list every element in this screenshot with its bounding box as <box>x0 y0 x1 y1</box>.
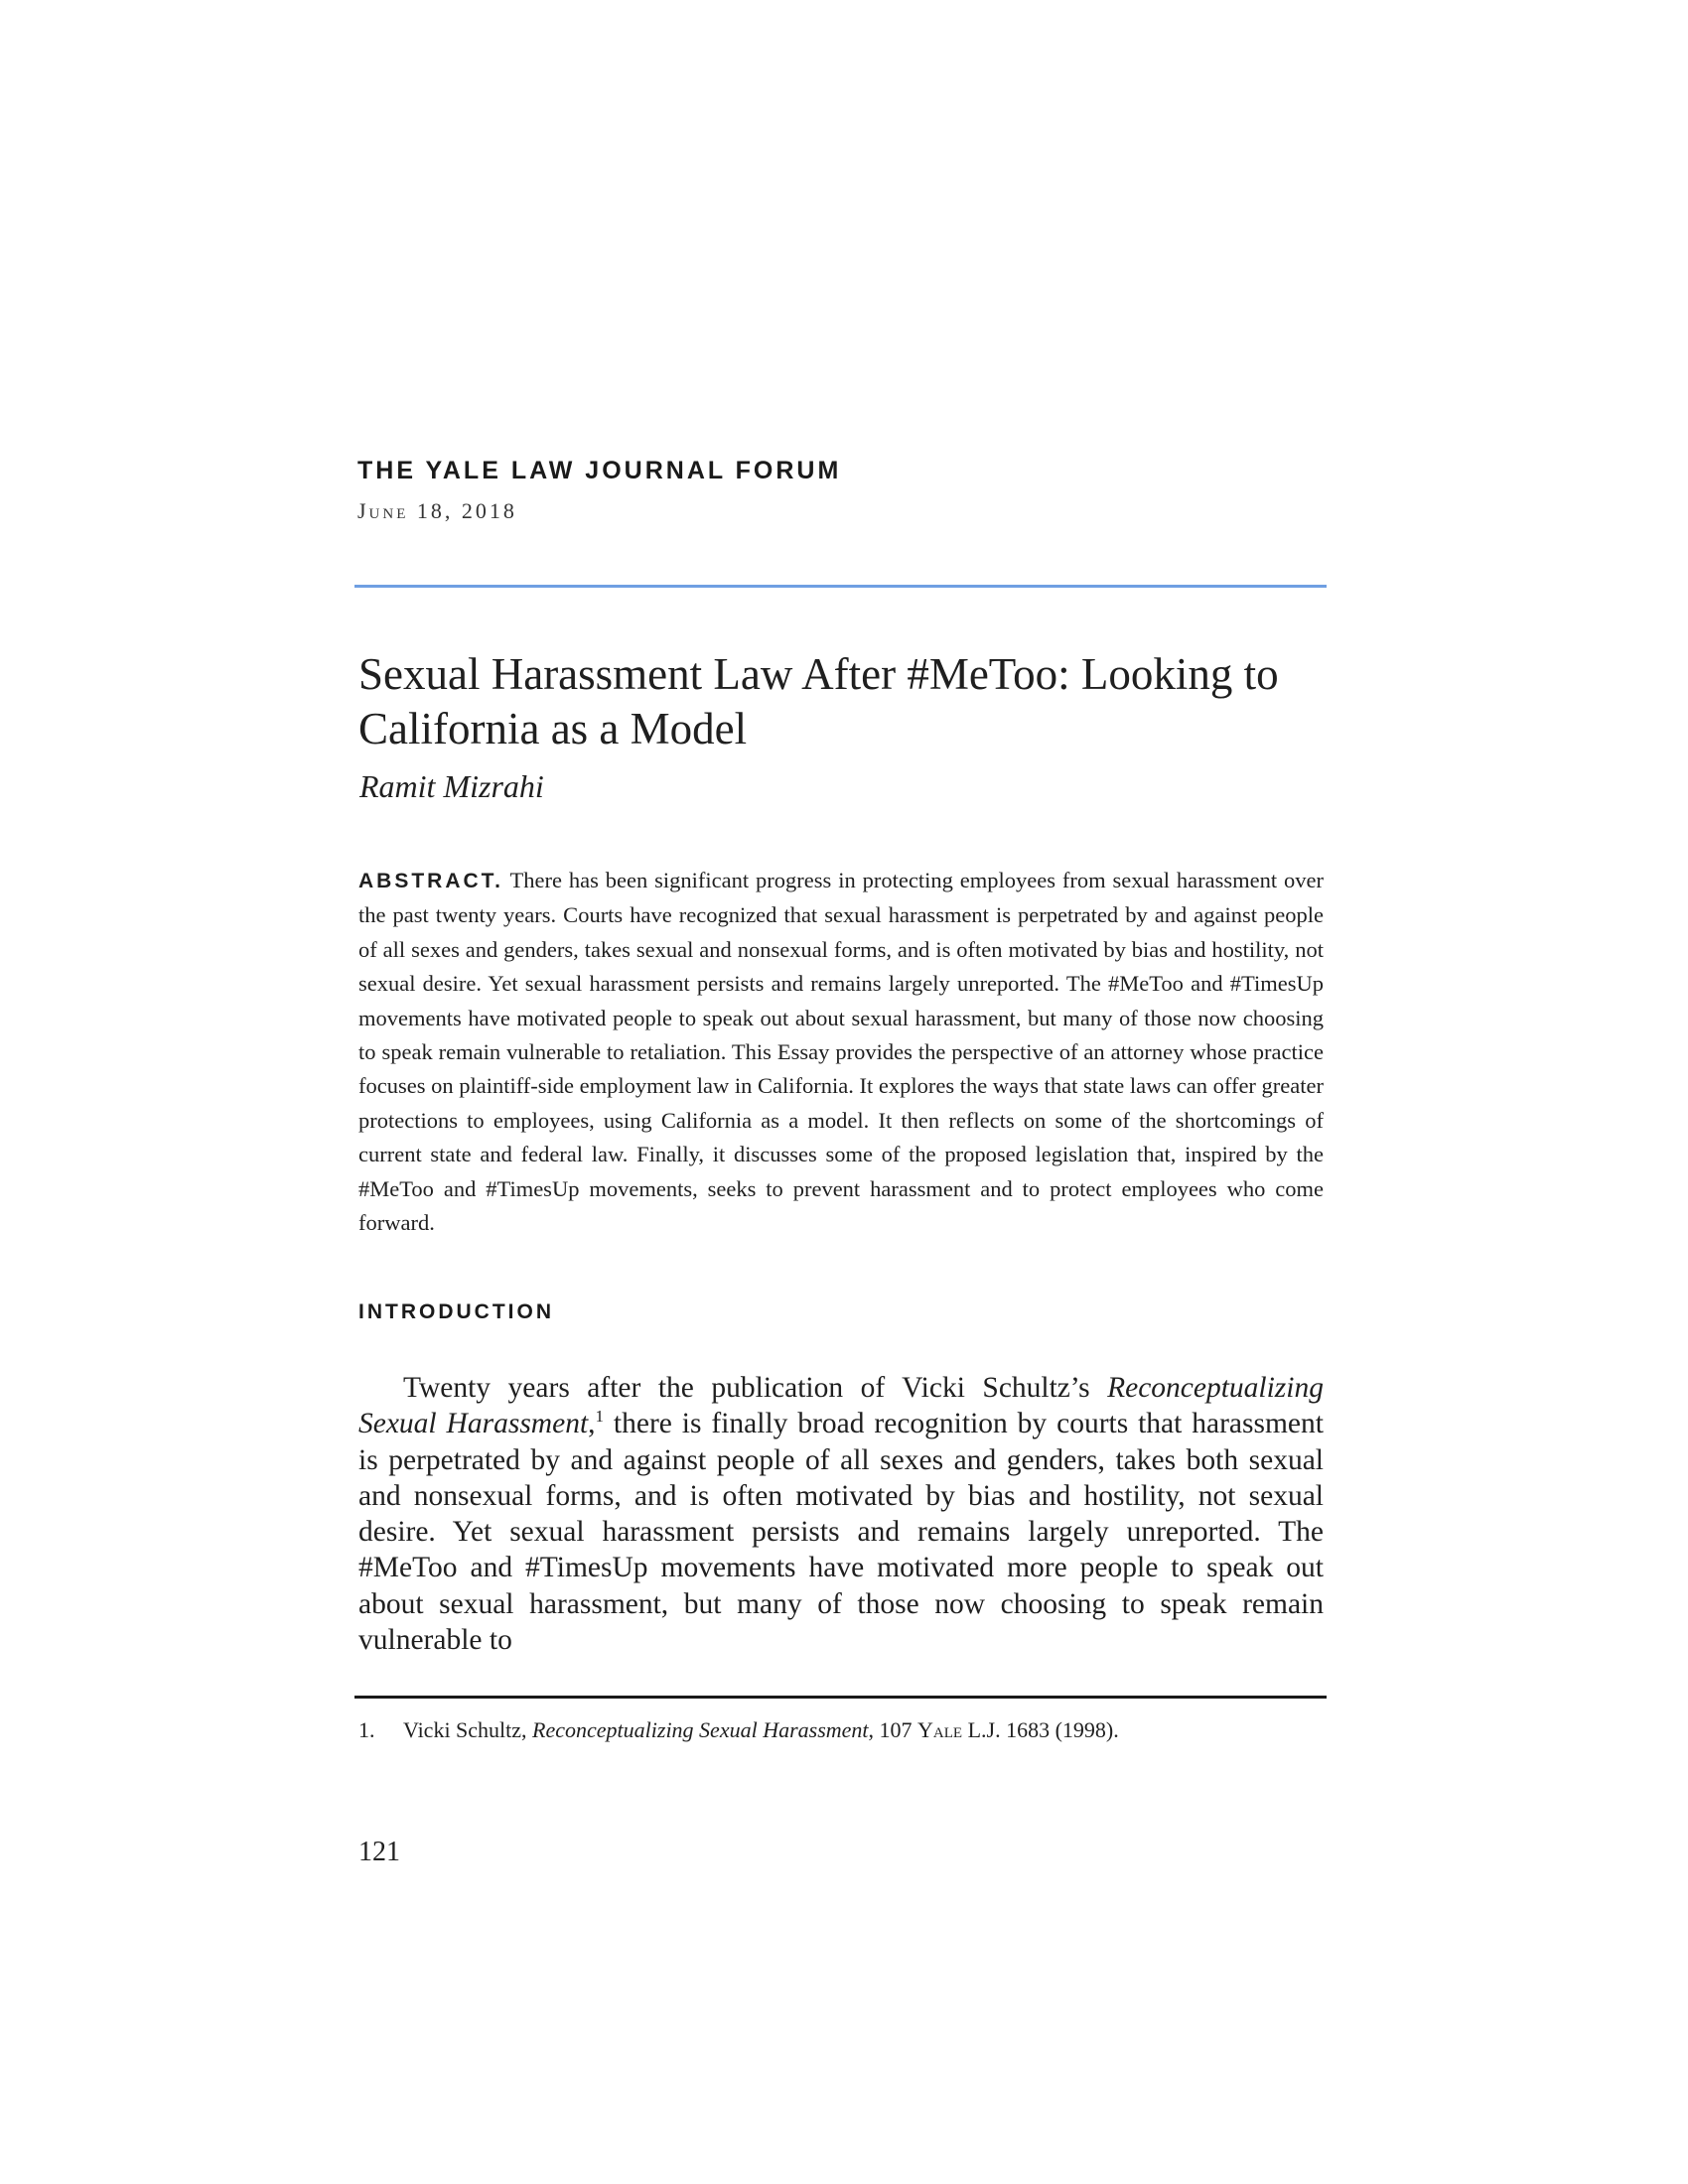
article-title: Sexual Harassment Law After #MeToo: Looking to California as a Model <box>358 649 1279 753</box>
footnote-title: Reconceptualizing Sexual Harassment <box>532 1717 869 1742</box>
header-divider <box>354 585 1327 588</box>
abstract <box>358 864 1324 1240</box>
footnote-author: Vicki Schultz, <box>403 1717 533 1742</box>
publication-date: June 18, 2018 <box>357 498 517 523</box>
abstract-label: ABSTRACT. <box>358 870 503 892</box>
footnote-citation-pre: , 107 <box>868 1717 918 1742</box>
intro-cited-work: Reconceptualizing Sexual Harassment <box>358 1372 1324 1440</box>
footnote-1 <box>358 1717 1324 1743</box>
footnote-number: 1. <box>358 1717 375 1742</box>
footnote-divider <box>354 1696 1327 1699</box>
abstract-text: There has been significant progress in protecting employees from sexual harassment over the past twenty years. Courts have recognized that sexual harassment is perpetrated by and against people of all sexes and genders, takes sexual and nonsexual forms, and is often motivated by bias and hostility, not sexual desire. Yet sexual harassment persists and remains largely unreported. The #MeToo and #TimesUp movements have motivated people to speak out about sexual harassment, but many of those now choosing to speak remain vulnerable to retaliation. This Essay provides the perspective of an attorney whose practice focuses on plaintiff-side employment law in California. It explores the ways that state laws can offer greater protections to employees, using California as a model. It then reflects on some of the shortcomings of current state and federal law. Finally, it discusses some of the proposed legislation that, inspired by the #MeToo and #TimesUp movements, seeks to prevent harassment and to protect employees who come forward. <box>358 868 1325 1236</box>
article-author: Ramit Mizrahi <box>359 768 544 804</box>
intro-text: there is finally broad recognition by courts that harassment is perpetrated by and against people of all sexes and genders, takes both sexual and nonsexual forms, and is often motivated by bias and hostility, not sexual desire. Yet sexual harassment persists and remains largely unreported. The #MeToo and #TimesUp movements have motivated more people to speak out about sexual harassment, but many of those now choosing to speak remain vulnerable to <box>358 1408 1324 1657</box>
footnote-citation-post: L.J. 1683 (1998). <box>962 1717 1119 1742</box>
page-number: 121 <box>358 1837 400 1867</box>
intro-lead-in: Twenty years after the publication of Vicki Schultz’s <box>403 1372 1108 1404</box>
footnote-ref-1[interactable]: 1 <box>595 1407 605 1427</box>
intro-after-cite: , <box>588 1408 596 1440</box>
journal-name: THE YALE LAW JOURNAL FORUM <box>357 457 842 484</box>
footnote-journal: Yale <box>917 1717 963 1742</box>
introduction-paragraph <box>358 1370 1324 1658</box>
introduction-heading: INTRODUCTION <box>358 1300 554 1323</box>
